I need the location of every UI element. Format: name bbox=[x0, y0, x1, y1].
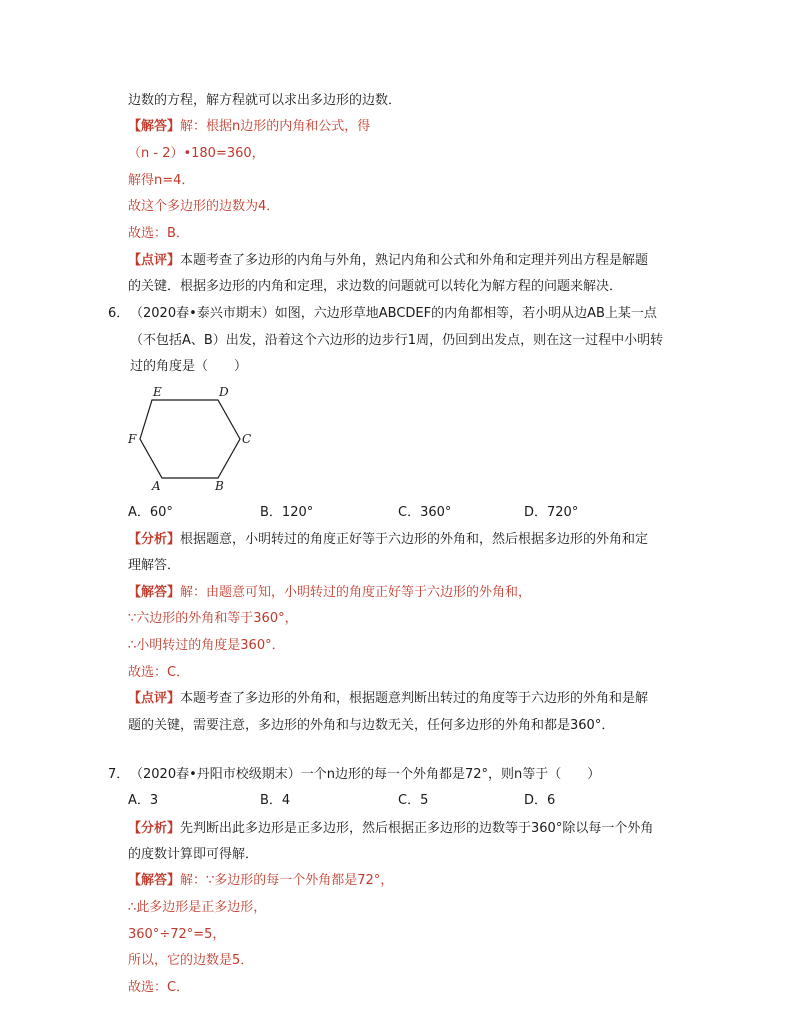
q7-number: 7． bbox=[108, 767, 130, 782]
answer-text: 解：由题意可知，小明转过的角度正好等于六边形的外角和， bbox=[180, 585, 532, 600]
equation-line: （n - 2）•180=360， bbox=[128, 146, 265, 161]
hexagon-shape bbox=[140, 400, 240, 478]
analysis-text: 根据题意，小明转过的角度正好等于六边形的外角和，然后根据多边形的外角和定 bbox=[180, 532, 649, 547]
hexagon-label-a: A bbox=[152, 479, 161, 493]
q7-analysis-2: 的度数计算即可得解． bbox=[128, 847, 259, 862]
q7-option-b: B．4 bbox=[260, 793, 291, 808]
analysis-tag: 【分析】 bbox=[128, 532, 181, 547]
q6-number: 6． bbox=[108, 306, 130, 321]
q6-analysis-2: 理解答． bbox=[128, 558, 181, 573]
q7-answer-3: 360°÷72°=5， bbox=[128, 927, 226, 942]
q7-answer-4: 所以，它的边数是5． bbox=[128, 953, 254, 968]
comment-tag: 【点评】 bbox=[128, 253, 181, 268]
hexagon-label-f: F bbox=[128, 432, 137, 446]
comment-line bbox=[128, 252, 648, 270]
q7-option-d: D．6 bbox=[524, 793, 556, 808]
solve-line: 解得n=4． bbox=[128, 173, 195, 188]
q6-options bbox=[128, 504, 688, 522]
q6-option-c: C．360° bbox=[398, 505, 452, 520]
q7-answer bbox=[128, 872, 393, 890]
q7-analysis bbox=[128, 820, 653, 838]
q7-options bbox=[128, 792, 688, 810]
hexagon-label-e: E bbox=[153, 385, 162, 399]
hexagon-figure bbox=[125, 382, 255, 494]
hexagon-label-d: D bbox=[219, 385, 229, 399]
q6-answer-4: 故选：C． bbox=[128, 665, 190, 680]
q6-option-d: D．720° bbox=[524, 505, 579, 520]
answer-text: 解：根据n边形的内角和公式，得 bbox=[180, 119, 371, 134]
hexagon-label-c: C bbox=[242, 432, 252, 446]
q7-option-a: A．3 bbox=[128, 793, 159, 808]
q6-comment-2: 题的关键，需要注意，多边形的外角和与边数无关，任何多边形的外角和都是360°． bbox=[128, 718, 615, 733]
hexagon-label-b: B bbox=[215, 479, 224, 493]
prev-answer-line bbox=[128, 118, 370, 136]
comment-text: 本题考查了多边形的外角和，根据题意判断出转过的角度等于六边形的外角和是解 bbox=[180, 691, 649, 706]
conclusion-line: 故这个多边形的边数为4． bbox=[128, 199, 280, 214]
choice-line: 故选：B． bbox=[128, 226, 189, 241]
q6-answer-2: ∵六边形的外角和等于360°， bbox=[128, 611, 298, 626]
q6-stem-3: 过的角度是（ ） bbox=[130, 359, 248, 374]
comment-tag: 【点评】 bbox=[128, 691, 181, 706]
q7-option-c: C．5 bbox=[398, 793, 429, 808]
comment-line-2: 的关键．根据多边形的内角和定理，求边数的问题就可以转化为解方程的问题来解决． bbox=[128, 279, 623, 294]
q6-option-a: A．60° bbox=[128, 505, 173, 520]
answer-text: 解：∵多边形的每一个外角都是72°， bbox=[180, 873, 394, 888]
answer-tag: 【解答】 bbox=[128, 119, 181, 134]
q6-analysis bbox=[128, 531, 648, 549]
q6-stem-1: （2020春•泰兴市期末）如图，六边形草地ABCDEF的内角都相等，若小明从边AB上某一点 bbox=[130, 306, 657, 321]
answer-tag: 【解答】 bbox=[128, 585, 181, 600]
answer-tag: 【解答】 bbox=[128, 873, 181, 888]
analysis-tag: 【分析】 bbox=[128, 821, 181, 836]
q6-comment bbox=[128, 690, 648, 708]
q7-stem: （2020春•丹阳市校级期末）一个n边形的每一个外角都是72°，则n等于（ ） bbox=[130, 767, 601, 782]
analysis-text: 先判断出此多边形是正多边形，然后根据正多边形的边数等于360°除以每一个外角 bbox=[180, 821, 654, 836]
q6-answer-3: ∴小明转过的角度是360°． bbox=[128, 638, 285, 653]
q7-answer-5: 故选：C． bbox=[128, 980, 190, 995]
comment-text: 本题考查了多边形的内角与外角，熟记内角和公式和外角和定理并列出方程是解题 bbox=[180, 253, 649, 268]
q6-option-b: B．120° bbox=[260, 505, 314, 520]
prev-solution-line: 边数的方程，解方程就可以求出多边形的边数． bbox=[128, 93, 402, 108]
q6-stem-2: （不包括A、B）出发，沿着这个六边形的边步行1周，仍回到出发点，则在这一过程中小明转 bbox=[130, 333, 664, 348]
q6-answer bbox=[128, 584, 531, 602]
q7-answer-2: ∴此多边形是正多边形， bbox=[128, 900, 267, 915]
